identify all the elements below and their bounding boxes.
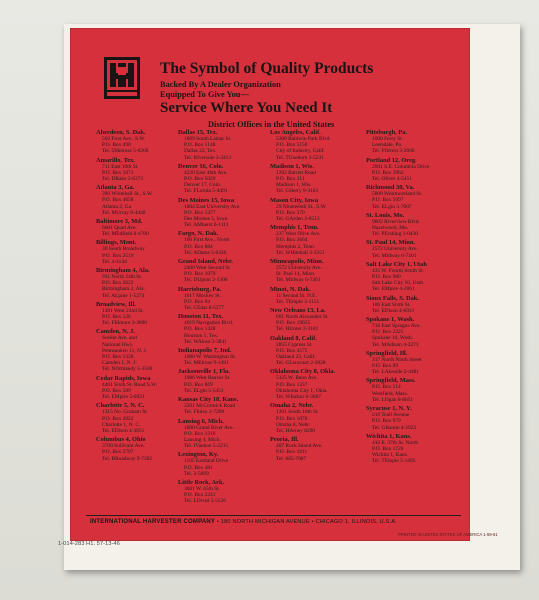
office-address-line: Tel. 5Melrose 5-6200: [102, 148, 149, 155]
office-address-line: Tel. FIllmore 3-3800: [102, 320, 147, 327]
office-address-line: Tel. Oliver 4-5451: [372, 176, 412, 183]
office-city: Aberdeen, S. Dak.: [96, 129, 146, 136]
office-address-line: P.O. Box 979: [372, 418, 401, 425]
office-address-line: 5800 Westmoreland St.: [372, 191, 423, 198]
footer-divider: [86, 515, 461, 516]
office-address-line: P.O. Box 3664: [276, 237, 308, 244]
office-address-line: Tel. FInley 2-7200: [184, 409, 225, 416]
office-address-line: 4619 Navigation Blvd.: [184, 320, 234, 327]
office-entry: [270, 286, 350, 305]
office-address-line: Camden 1, N. J.: [102, 360, 137, 367]
office-city: Richmond 30, Va.: [366, 184, 415, 192]
office-address-line: Tel. ELgin 5-5451: [184, 387, 224, 394]
office-address-line: Tel. MElrose 9-1491: [184, 360, 229, 367]
office-address-line: Tel. FOrrest 3-2006: [372, 148, 415, 155]
office-address-line: P.O. Box 1337: [276, 381, 308, 388]
office-address-line: Suckle Ave. and: [102, 335, 137, 342]
office-entry: [270, 368, 350, 400]
office-address-line: P.O. Box 1428: [184, 326, 216, 333]
office-address-line: Tel. HArney 8200: [276, 427, 315, 434]
office-address-line: 1301 West 22nd St.: [102, 307, 144, 314]
office-address-line: Hazelwood, Mo.: [372, 225, 409, 232]
office-city: Fargo, N. Dak.: [178, 230, 219, 238]
office-address-line: P.O. Box 4658: [102, 197, 134, 204]
company-address: • 180 NORTH MICHIGAN AVENUE • CHICAGO 1, ILLINOIS, U.S.A.: [216, 519, 398, 525]
office-address-line: P.O. Box 19025: [276, 320, 311, 327]
subtitle-line: Backed By A Dealer Organization: [160, 80, 281, 89]
office-address-line: Westfield, Mass.: [372, 390, 408, 397]
office-address-line: P.O. Box 126: [102, 314, 131, 321]
office-entry: [178, 368, 258, 394]
office-city: Peoria, Ill.: [270, 436, 299, 444]
office-city: Los Angeles, Calif.: [270, 129, 321, 136]
office-city: Camden, N. J.: [96, 328, 135, 336]
office-entry: [178, 418, 258, 450]
office-address-line: P.O. Box 884: [184, 243, 213, 250]
office-address-line: 4401 Sixth St. Road S.W.: [102, 381, 158, 388]
office-city: Little Rock, Ark.: [178, 478, 225, 486]
office-address-line: P.O. Box 980: [372, 274, 401, 281]
office-entry: [178, 258, 258, 284]
office-city: Dallas 15, Tex.: [178, 129, 218, 136]
company-line: [90, 519, 462, 525]
office-entry: [366, 377, 446, 403]
office-address-line: P.O. Box 1811: [276, 449, 308, 456]
office-entry: [366, 433, 446, 465]
office-address-line: Wichita 1, Kans.: [372, 452, 409, 459]
office-address-line: Tel. WIndsor 6-3687: [276, 394, 321, 401]
office-address-line: 317 North Ninth Street: [372, 356, 422, 363]
office-city: St. Paul 14, Minn.: [366, 239, 416, 247]
office-city: Houston 11, Tex.: [178, 313, 224, 321]
office-address-line: Tel. CEdar 8-5277: [184, 305, 224, 312]
office-address-line: Pennsauken 11, N. J.: [102, 347, 148, 354]
office-address-line: City of Industry, Calif.: [276, 148, 325, 155]
office-address-line: 435 W. Fourth South St.: [372, 267, 425, 274]
office-entry: [96, 402, 176, 434]
office-city: Amarillo, Tex.: [96, 156, 135, 164]
office-entry: [270, 197, 350, 223]
office-address-line: 210 Teall Avenue: [372, 412, 410, 419]
office-address-line: Tel. WAlnut 3-3841: [184, 338, 227, 345]
office-entry: [366, 350, 446, 376]
office-address-line: Tel. ALpine 1-5274: [102, 292, 145, 299]
office-entry: [178, 313, 258, 345]
office-entry: [270, 335, 350, 367]
office-city: Minneapolis, Minn.: [270, 258, 324, 266]
office-city: Omaha 2, Nebr.: [270, 402, 314, 410]
office-address-line: Birmingham 2, Ala.: [102, 286, 145, 293]
office-address-line: 390 Whitehall St., S.W.: [102, 191, 153, 198]
office-address-line: 2572 University Ave.: [276, 265, 322, 272]
office-address-line: P.O. Box 2022: [102, 415, 134, 422]
office-city: Minot, N. Dak.: [270, 285, 311, 293]
office-address-line: 1105 Eastland Drive: [184, 458, 229, 465]
office-entry: [270, 163, 350, 195]
office-address-line: 718 East Sprague Ave.: [372, 323, 421, 330]
office-entry: [270, 307, 350, 333]
office-address-line: Tel. MUrray 8-4440: [102, 209, 146, 216]
office-address-line: Oklahoma City 1, Okla.: [276, 387, 328, 394]
office-city: Madison 1, Wis.: [270, 162, 314, 170]
office-address-line: Tel. HUnter 2-3181: [276, 326, 319, 333]
office-address-line: P.O. Box 99: [372, 363, 399, 370]
office-column-1: [96, 129, 176, 464]
office-entry: [366, 405, 446, 431]
office-address-line: Tel. EMpire 4-2861: [372, 286, 415, 293]
office-entry: [96, 218, 176, 237]
office-address-line: St. Paul 14, Minn.: [276, 271, 316, 278]
office-address-line: Tel. LAkeside 2-4481: [372, 369, 420, 376]
office-city: Mason City, Iowa: [270, 196, 319, 204]
office-entry: [270, 436, 350, 462]
office-address-line: P.O. Box 2622: [102, 280, 134, 287]
office-address-line: Omaha 8, Nebr.: [276, 421, 311, 428]
office-entry: [178, 347, 258, 366]
office-city: Cedar Rapids, Iowa: [96, 374, 151, 382]
office-address-line: 3201 McCormick Road: [184, 403, 235, 410]
office-address-line: National Hwy.: [102, 341, 134, 348]
office-entry: [366, 129, 446, 155]
office-city: Syracuse 1, N. Y.: [366, 405, 412, 413]
office-address-line: Tel. RIverside 3-3413: [184, 154, 232, 161]
office-city: Oklahoma City 8, Okla.: [270, 368, 336, 376]
office-address-line: Tel. MEdfield 8-4700: [102, 231, 149, 238]
office-column-2: [178, 129, 258, 507]
office-address-line: Tel. 4-4144: [102, 258, 127, 265]
office-address-line: P.O. Box 1079: [184, 271, 216, 278]
office-entry: [366, 295, 446, 314]
office-address-line: Tel. GLencourt 2-2828: [276, 360, 326, 367]
office-city: Atlanta 3, Ga.: [96, 184, 135, 192]
office-entry: [96, 239, 176, 265]
office-city: Harrisburg, Pa.: [178, 285, 222, 293]
office-city: Charlotte 5, N. C.: [96, 402, 145, 410]
office-address-line: 106 East Sixth St.: [372, 301, 411, 308]
office-address-line: P.O. Box 1076: [276, 415, 308, 422]
office-address-line: Tel. AMherst 6-1111: [184, 222, 229, 229]
office-address-line: Tel. PErshing 1-0430: [372, 231, 418, 238]
office-city: Denver 16, Colo.: [178, 162, 224, 170]
office-city: Billings, Mont.: [96, 239, 137, 247]
tagline: Service Where You Need It: [160, 100, 333, 116]
office-address-line: Tel. EDison 4-6931: [372, 307, 415, 314]
office-address-line: Tel. LOcust 5-5526: [184, 498, 226, 505]
office-address-line: Tel. TUxedom 3-5231: [276, 154, 324, 161]
office-address-line: Tel. TEmple 5-1495: [372, 458, 416, 465]
office-entry: [270, 224, 350, 256]
office-entry: [96, 436, 176, 462]
ih-emblem-icon: [104, 57, 140, 99]
office-address-line: Tel. ELgin 5-7007: [372, 203, 412, 210]
office-address-line: Tel. MIdway 6-7301: [372, 252, 417, 259]
office-address-line: P.O. Box 94: [184, 298, 211, 305]
office-address-line: 601 North Alexander St.: [276, 314, 329, 321]
office-address-line: 237 West Olive Ave.: [276, 231, 321, 238]
office-entry: [96, 129, 176, 155]
office-entry: [178, 163, 258, 195]
office-address-line: Tel. IVanhoe 5-2215: [184, 443, 229, 450]
office-address-line: Tel. CHerry 9-3181: [276, 188, 319, 195]
office-address-line: P.O. Box 1477: [184, 209, 216, 216]
office-city: Baltimore 3, Md.: [96, 218, 143, 226]
office-address-line: 1804 East University Ave.: [184, 203, 241, 210]
office-address-line: 502 First Ave., S.W.: [102, 136, 146, 142]
office-address-line: 1800 Grand River Ave.: [184, 424, 234, 431]
office-address-line: Tel. GArden 3-0513: [276, 216, 320, 223]
office-address-line: Tel. MIdway 6-7301: [276, 277, 321, 284]
office-address-line: 100 First Ave., North: [184, 237, 230, 244]
office-address-line: Tel. WHitehall 3-3351: [276, 249, 325, 256]
office-address-line: P.O. Box 5148: [184, 142, 216, 149]
office-entry: [178, 197, 258, 229]
office-city: Kansas City 18, Kans.: [178, 396, 239, 404]
office-city: Des Moines 15, Iowa: [178, 196, 235, 204]
office-address-line: P.O. Box 514: [372, 384, 401, 391]
office-entry: [178, 230, 258, 256]
office-address-line: 3700 Sullivant Ave.: [102, 443, 145, 450]
office-address-line: Denver 17, Colo.: [184, 182, 222, 189]
office-city: Salt Lake City 1, Utah: [366, 260, 427, 268]
office-address-line: P.O. Box 5150: [276, 142, 308, 149]
office-address-line: P.O. Box 2241: [184, 492, 216, 499]
office-address-line: Memphis 2, Tenn.: [276, 243, 316, 250]
office-entry: [366, 184, 446, 210]
office-city: Lansing 6, Mich.: [178, 417, 224, 425]
office-address-line: Lansing 4, Mich.: [184, 436, 221, 443]
office-address-line: 5125 W. Reno Ave.: [276, 375, 318, 382]
office-address-line: 1080 W. Washington St.: [184, 354, 237, 361]
office-address-line: 11 Second St. N.E.: [276, 292, 317, 299]
office-address-line: Tel. GRanite 4-2923: [372, 424, 417, 431]
page-title: The Symbol of Quality Products: [160, 60, 374, 77]
form-number: 1-014-283 H1. 57-13-46: [58, 541, 120, 547]
office-address-line: P.O. Box 3962: [372, 169, 404, 176]
office-city: Springfield, Mass.: [366, 377, 416, 385]
office-entry: [366, 316, 446, 348]
office-address-line: Oakland 23, Calif.: [276, 354, 316, 361]
office-address-line: Des Moines 5, Iowa: [184, 216, 228, 223]
office-entry: [96, 157, 176, 183]
office-entry: [270, 258, 350, 284]
office-address-line: 29 Nineteenth St., S.W.: [276, 203, 327, 210]
office-address-line: 1315 No. Graham St.: [102, 409, 148, 416]
office-entry: [96, 375, 176, 401]
office-address-line: P.O. Box 4575: [276, 347, 308, 354]
office-entry: [366, 212, 446, 238]
office-address-line: Tel. EMpire 5-6921: [102, 394, 145, 401]
office-address-line: P.O. Box 2225: [372, 329, 404, 336]
office-city: Columbus 4, Ohio: [96, 436, 146, 444]
office-address-line: P.O. Box 1328: [102, 354, 134, 361]
office-address-line: 6601 Quad Ave.: [102, 225, 137, 232]
office-entry: [270, 129, 350, 161]
office-address-line: Tel. 685-7687: [276, 455, 307, 462]
office-entry: [366, 157, 446, 183]
office-address-line: P.O. Box 5097: [372, 197, 404, 204]
office-address-line: Tel. TEmple 3-1151: [276, 298, 320, 305]
office-address-line: Houston 1, Tex.: [184, 332, 219, 339]
office-address-line: 30 South Broadway: [102, 246, 145, 253]
office-address-line: 711 East 10th St.: [102, 163, 139, 170]
office-address-line: Tel. MAdison 4-3271: [372, 341, 419, 348]
office-address-line: P.O. Box 589: [102, 387, 131, 394]
office-city: New Orleans 13, La.: [270, 307, 326, 315]
office-address-line: 2855 Cypress St.: [276, 341, 313, 348]
office-address-line: 4230 East 46th Ave.: [184, 169, 228, 176]
office-address-line: Tel. NOrmandy 5-3500: [102, 366, 153, 373]
office-entry: [366, 261, 446, 293]
office-city: Lexington, Ky.: [178, 451, 219, 459]
office-address-line: Salt Lake City 10, Utah: [372, 280, 424, 287]
office-address-line: P.O. Box 1071: [102, 169, 134, 176]
office-entry: [96, 328, 176, 372]
office-address-line: 1017 Mockey St.: [184, 292, 221, 299]
office-address-line: 1809 South Lamar St.: [184, 136, 232, 142]
office-address-line: Dallas 22, Tex.: [184, 148, 217, 155]
office-address-line: 1000 Ferry St.: [372, 136, 403, 142]
office-city: Sioux Falls, S. Dak.: [366, 294, 419, 302]
office-city: St. Louis, Mo.: [366, 211, 405, 219]
office-address-line: P.O. Box 490: [102, 142, 131, 149]
offices-heading: District Offices in the United States: [208, 120, 335, 129]
office-address-line: Spokane 10, Wash.: [372, 335, 414, 342]
office-address-line: Tel. DUpont 2-1300: [184, 277, 228, 284]
office-address-line: Tel. 2-5069: [184, 470, 209, 477]
office-city: Grand Island, Nebr.: [178, 258, 233, 266]
office-address-line: Leetsdale, Pa.: [372, 142, 403, 149]
office-entry: [96, 301, 176, 327]
office-city: Jacksonville 1, Fla.: [178, 368, 230, 376]
office-address-line: P.O. Box 5029: [184, 176, 216, 183]
office-address-line: 1202 Barrett Road: [276, 169, 316, 176]
office-address-line: P.O. Box 2797: [102, 449, 134, 456]
office-address-line: 5300 Baldwin Park Blvd.: [276, 136, 331, 142]
office-address-line: Charlotte 1, N. C.: [102, 421, 141, 428]
office-address-line: 9802 Riverview Blvd.: [372, 218, 420, 225]
office-city: Broadview, Ill.: [96, 300, 136, 308]
office-address-line: Tel. BRoadway 9-7392: [102, 455, 153, 462]
office-entry: [178, 286, 258, 312]
office-address-line: Tel. LOgan 8-8651: [372, 396, 414, 403]
office-address-line: P.O. Box 311: [276, 176, 305, 183]
office-address-line: Tel. FLorida 5-4491: [184, 188, 228, 195]
office-entry: [178, 129, 258, 161]
office-entry: [366, 239, 446, 258]
office-address-line: P.O. Box 869: [184, 381, 213, 388]
office-address-line: P.O. Box 1720: [372, 445, 404, 452]
office-city: Portland 12, Oreg.: [366, 156, 417, 164]
office-entry: [270, 402, 350, 434]
office-column-3: [270, 129, 350, 464]
office-address-line: Atlanta 2, Ga.: [102, 203, 133, 210]
office-entry: [96, 184, 176, 216]
office-city: Spokane 1, Wash.: [366, 316, 415, 324]
office-address-line: 410 E. 37th St. North: [372, 439, 419, 446]
office-city: Indianapolis 7, Ind.: [178, 347, 232, 355]
office-address-line: 931 North 24th St.: [102, 274, 143, 281]
office-address-line: P.O. Box 370: [276, 209, 305, 216]
office-address-line: 1986 West Beaver St.: [184, 375, 231, 382]
office-entry: [96, 267, 176, 299]
office-address-line: 2400 West Second St.: [184, 265, 232, 272]
office-city: Birmingham 4, Ala.: [96, 267, 150, 275]
office-address-line: Madison 1, Wis.: [276, 182, 312, 189]
printed-notice: PRINTED IN UNITED STATES OF AMERICA 1-59-61: [398, 532, 498, 537]
office-city: Pittsburgh, Pa.: [366, 129, 408, 136]
office-city: Springfield, Ill.: [366, 349, 408, 357]
office-city: Wichita 1, Kans.: [366, 432, 412, 440]
office-entry: [178, 396, 258, 415]
office-address-line: Tel. EDison 4-3851: [102, 427, 145, 434]
office-entry: [178, 451, 258, 477]
office-address-line: P.O. Box 2519: [102, 252, 134, 259]
office-city: Memphis 1, Tenn.: [270, 224, 319, 232]
office-city: Oakland 8, Calif.: [270, 334, 317, 342]
office-address-line: 2572 University Ave.: [372, 246, 418, 253]
office-address-line: P.O. Box 481: [184, 464, 213, 471]
office-column-4: [366, 129, 446, 467]
office-address-line: 2001 S.E. Columbia Drive: [372, 163, 430, 170]
subtitle: [160, 80, 400, 100]
office-address-line: Tel. DRake 2-6373: [102, 176, 144, 183]
office-address-line: P.O. Box 1316: [184, 430, 216, 437]
office-entry: [178, 479, 258, 505]
company-name: INTERNATIONAL HARVESTER COMPANY: [90, 519, 216, 525]
office-address-line: 1301 South 16th St.: [276, 409, 319, 416]
office-address-line: 407 Rock Island Ave.: [276, 443, 323, 450]
office-address-line: Tel. ADams 5-6436: [184, 249, 227, 256]
office-address-line: 3601 W. 65th St.: [184, 485, 221, 492]
subtitle-line: Equipped To Give You—: [160, 90, 249, 99]
